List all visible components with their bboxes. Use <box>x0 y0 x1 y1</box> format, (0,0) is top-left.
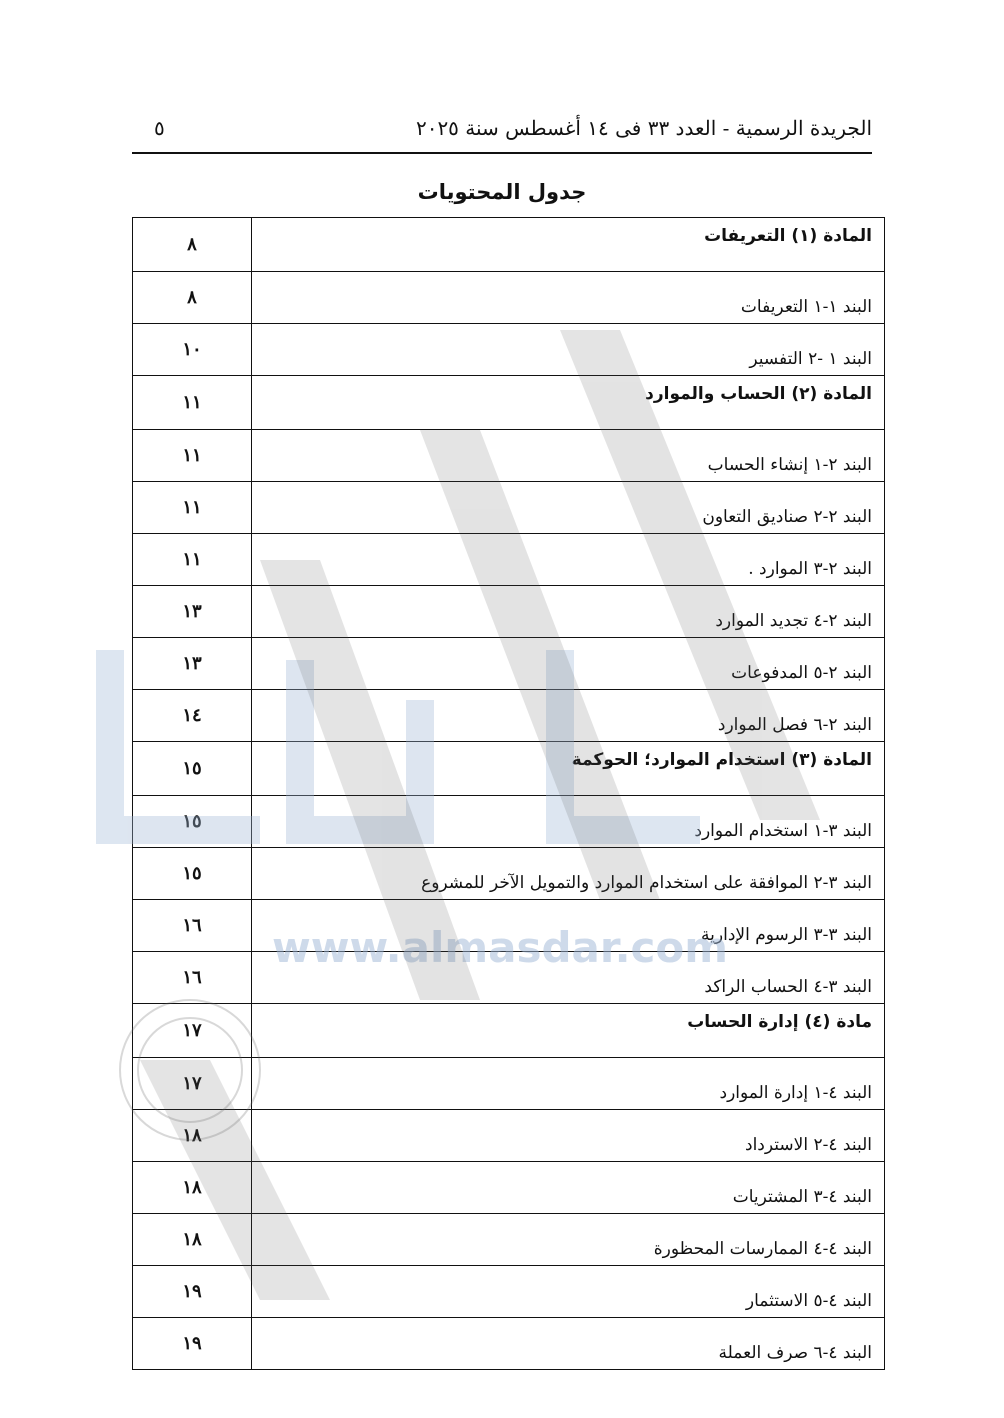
toc-item-row <box>133 1318 885 1370</box>
toc-entry-label: البند ٤-٥ الاستثمار <box>252 1266 885 1318</box>
watermark-url: www.almasdar.com <box>271 923 729 972</box>
toc-entry-label: البند ٣-٤ الحساب الراكد <box>252 952 885 1004</box>
toc-page-number: ١٨ <box>133 1162 252 1214</box>
toc-page-number: ١٦ <box>133 952 252 1004</box>
toc-item-row <box>133 796 885 848</box>
toc-title: جدول المحتويات <box>417 180 587 204</box>
toc-entry-label: البند ٣-٣ الرسوم الإدارية <box>252 900 885 952</box>
toc-page-number: ١١ <box>133 430 252 482</box>
gazette-title: الجريدة الرسمية - العدد ٣٣ فى ١٤ أغسطس سنة ٢٠٢٥ <box>415 116 872 140</box>
toc-item-row <box>133 1266 885 1318</box>
toc-page-number: ١٧ <box>133 1058 252 1110</box>
page-header <box>132 112 872 154</box>
page-number: ٥ <box>154 116 165 140</box>
toc-page-number: ١٩ <box>133 1266 252 1318</box>
toc-item-row <box>133 1162 885 1214</box>
toc-entry-label: المادة (١) التعريفات <box>252 218 885 272</box>
toc-page-number: ١٥ <box>133 848 252 900</box>
toc-item-row <box>133 482 885 534</box>
toc-page-number: ١٨ <box>133 1110 252 1162</box>
toc-item-row <box>133 690 885 742</box>
toc-entry-label: المادة (٣) استخدام الموارد؛ الحوكمة <box>252 742 885 796</box>
toc-page-number: ١٤ <box>133 690 252 742</box>
toc-entry-label: البند ٢-٥ المدفوعات <box>252 638 885 690</box>
toc-entry-label: البند ٢-٤ تجديد الموارد <box>252 586 885 638</box>
toc-entry-label: البند ٢-٢ صناديق التعاون <box>252 482 885 534</box>
toc-page-number: ١٣ <box>133 638 252 690</box>
toc-table <box>132 217 885 1370</box>
toc-item-row <box>133 952 885 1004</box>
toc-item-row <box>133 430 885 482</box>
toc-entry-label: البند ٤-١ إدارة الموارد <box>252 1058 885 1110</box>
toc-article-row <box>133 376 885 430</box>
toc-item-row <box>133 324 885 376</box>
toc-page-number: ٨ <box>133 272 252 324</box>
toc-item-row <box>133 638 885 690</box>
toc-page-number: ١٨ <box>133 1214 252 1266</box>
toc-item-row <box>133 1214 885 1266</box>
toc-entry-label: البند ٤-٣ المشتريات <box>252 1162 885 1214</box>
toc-page-number: ١٠ <box>133 324 252 376</box>
toc-entry-label: البند ٤-٤ الممارسات المحظورة <box>252 1214 885 1266</box>
toc-page-number: ١٦ <box>133 900 252 952</box>
toc-item-row <box>133 586 885 638</box>
toc-page-number: ١١ <box>133 376 252 430</box>
toc-page-number: ١٥ <box>133 796 252 848</box>
toc-page-number: ٨ <box>133 218 252 272</box>
toc-page-number: ١٩ <box>133 1318 252 1370</box>
toc-entry-label: البند ٢-١ إنشاء الحساب <box>252 430 885 482</box>
toc-entry-label: مادة (٤) إدارة الحساب <box>252 1004 885 1058</box>
toc-item-row <box>133 900 885 952</box>
toc-entry-label: البند ٣-١ استخدام الموارد <box>252 796 885 848</box>
toc-article-row <box>133 742 885 796</box>
toc-article-row <box>133 218 885 272</box>
toc-item-row <box>133 848 885 900</box>
toc-entry-label: البند ١ -٢ التفسير <box>252 324 885 376</box>
toc-entry-label: البند ٢-٣ الموارد . <box>252 534 885 586</box>
toc-entry-label: البند ٤-٦ صرف العملة <box>252 1318 885 1370</box>
toc-entry-label: المادة (٢) الحساب والموارد <box>252 376 885 430</box>
toc-item-row <box>133 534 885 586</box>
toc-entry-label: البند ١-١ التعريفات <box>252 272 885 324</box>
toc-page-number: ١١ <box>133 482 252 534</box>
toc-page-number: ١٥ <box>133 742 252 796</box>
toc-page-number: ١١ <box>133 534 252 586</box>
toc-page-number: ١٧ <box>133 1004 252 1058</box>
toc-entry-label: البند ٢-٦ فصل الموارد <box>252 690 885 742</box>
toc-page-number: ١٣ <box>133 586 252 638</box>
toc-entry-label: البند ٣-٢ الموافقة على استخدام الموارد والتمويل الآخر للمشروع <box>252 848 885 900</box>
toc-item-row <box>133 1110 885 1162</box>
toc-item-row <box>133 272 885 324</box>
toc-entry-label: البند ٤-٢ الاسترداد <box>252 1110 885 1162</box>
toc-article-row <box>133 1004 885 1058</box>
toc-item-row <box>133 1058 885 1110</box>
